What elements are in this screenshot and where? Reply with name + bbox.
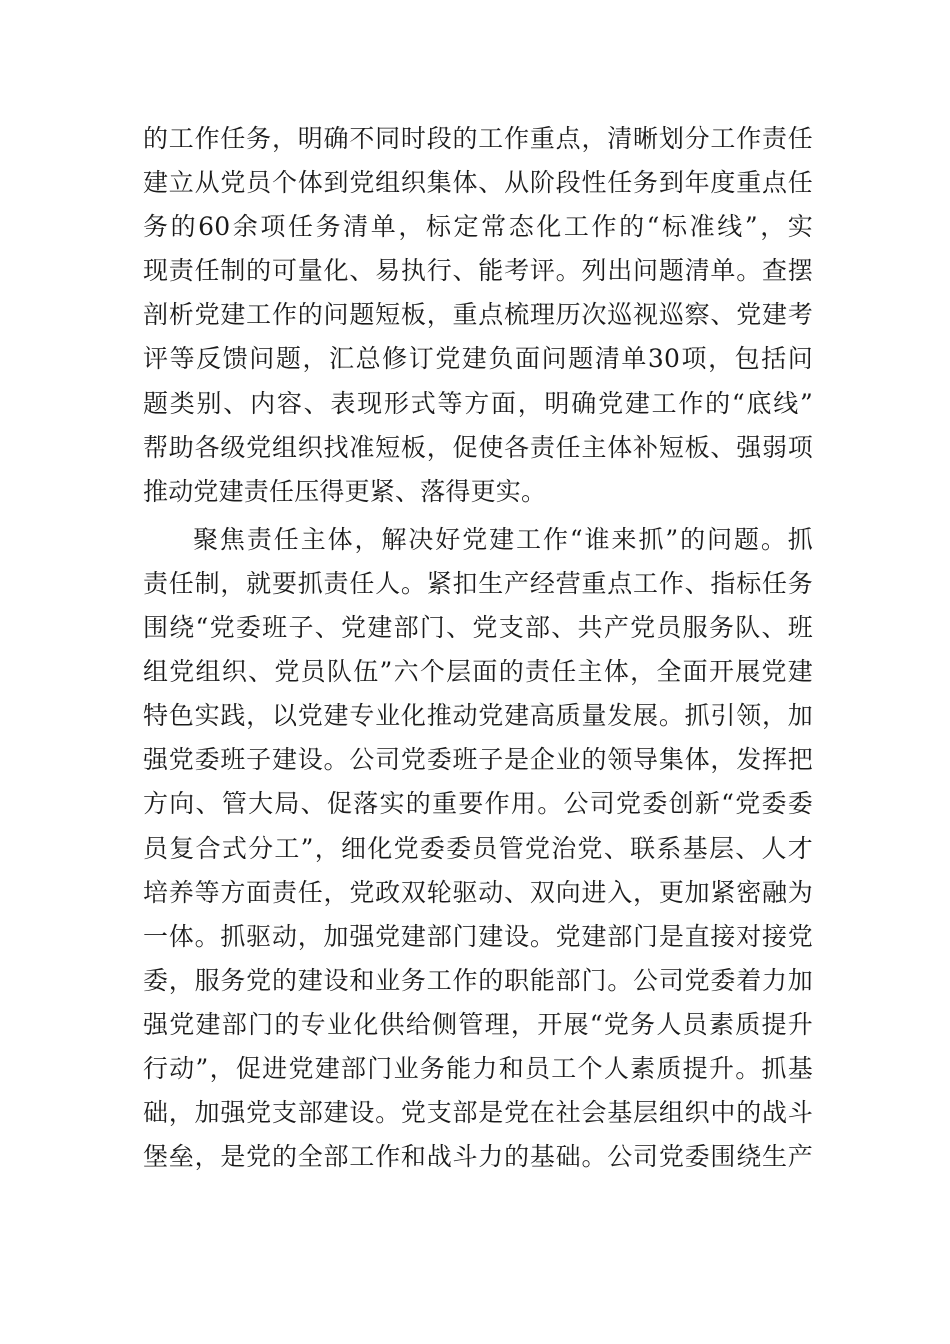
text-line: 堡垒，是党的全部工作和战斗力的基础。公司党委围绕生产 <box>143 1142 813 1172</box>
text-line: 组党组织、党员队伍”六个层面的责任主体，全面开展党建 <box>143 657 813 687</box>
text-line: 题类别、内容、表现形式等方面，明确党建工作的“底线” <box>143 388 813 418</box>
body-text <box>143 117 813 1179</box>
text-line: 行动”，促进党建部门业务能力和员工个人素质提升。抓基 <box>143 1053 813 1083</box>
text-line: 培养等方面责任，党政双轮驱动、双向进入，更加紧密融为 <box>143 877 813 907</box>
text-line: 聚焦责任主体，解决好党建工作“谁来抓”的问题。抓 <box>193 524 813 554</box>
text-line: 强党委班子建设。公司党委班子是企业的领导集体，发挥把 <box>143 745 813 775</box>
text-line: 员复合式分工”，细化党委委员管党治党、联系基层、人才 <box>143 833 813 863</box>
text-line: 一体。抓驱动，加强党建部门建设。党建部门是直接对接党 <box>143 921 813 951</box>
text-line: 强党建部门的专业化供给侧管理，开展“党务人员素质提升 <box>143 1009 813 1039</box>
paragraph-2 <box>143 518 813 1179</box>
text-line: 方向、管大局、促落实的重要作用。公司党委创新“党委委 <box>143 789 813 819</box>
text-line: 础，加强党支部建设。党支部是党在社会基层组织中的战斗 <box>143 1098 813 1128</box>
text-line: 务的60余项任务清单，标定常态化工作的“标准线”，实 <box>143 212 813 242</box>
text-line: 责任制，就要抓责任人。紧扣生产经营重点工作、指标任务 <box>143 568 813 598</box>
text-line: 特色实践，以党建专业化推动党建高质量发展。抓引领，加 <box>143 701 813 731</box>
text-line: 现责任制的可量化、易执行、能考评。列出问题清单。查摆 <box>143 256 813 286</box>
text-line: 剖析党建工作的问题短板，重点梳理历次巡视巡察、党建考 <box>143 300 813 330</box>
text-line: 帮助各级党组织找准短板，促使各责任主体补短板、强弱项 <box>143 432 813 462</box>
text-line: 推动党建责任压得更紧、落得更实。 <box>143 476 547 506</box>
text-line: 围绕“党委班子、党建部门、党支部、共产党员服务队、班 <box>143 613 813 643</box>
paragraph-1 <box>143 117 813 514</box>
text-line: 委，服务党的建设和业务工作的职能部门。公司党委着力加 <box>143 965 813 995</box>
text-line: 的工作任务，明确不同时段的工作重点，清晰划分工作责任 <box>143 124 813 153</box>
text-line: 建立从党员个体到党组织集体、从阶段性任务到年度重点任 <box>143 168 813 198</box>
text-line: 评等反馈问题，汇总修订党建负面问题清单30项，包括问 <box>143 344 813 374</box>
